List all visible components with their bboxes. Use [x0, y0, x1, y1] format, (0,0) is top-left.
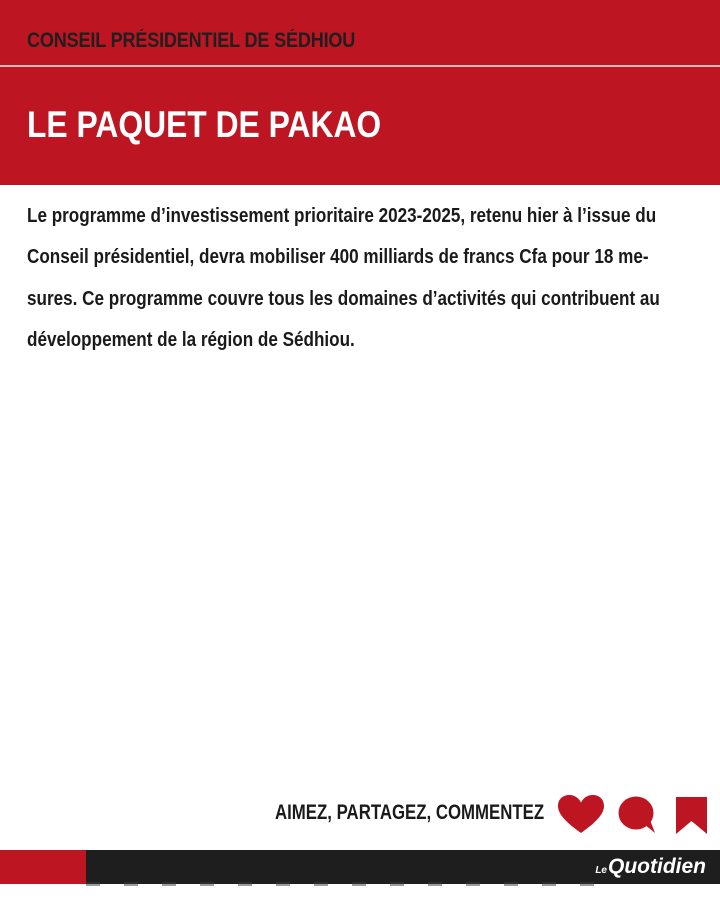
- footer-accent-bar: [0, 850, 86, 884]
- article-line: développement de la région de Sédhiou.: [27, 328, 355, 351]
- publication-logo: [595, 855, 706, 879]
- logo-name: Quotidien: [608, 855, 706, 878]
- headline: LE PAQUET DE PAKAO: [27, 104, 382, 145]
- article-line: Le programme d’investissement prioritaire 2023-2025, retenu hier à l’issue du: [27, 205, 657, 227]
- header-banner: [0, 0, 720, 185]
- logo-prefix: Le: [595, 865, 607, 876]
- bookmark-icon[interactable]: [676, 797, 707, 834]
- article-line: sures. Ce programme couvre tous les domaines d’activités qui contribuent au: [27, 287, 660, 310]
- footer-fringe: [86, 882, 606, 886]
- heart-icon[interactable]: [558, 795, 604, 835]
- article-line: Conseil présidentiel, devra mobiliser 400 milliards de francs Cfa pour 18 me-: [27, 246, 649, 269]
- article-body: [27, 196, 694, 361]
- call-to-action: AIMEZ, PARTAGEZ, COMMENTEZ: [275, 801, 545, 824]
- header-divider: [0, 65, 720, 67]
- section-kicker: CONSEIL PRÉSIDENTIEL DE SÉDHIOU: [27, 29, 356, 52]
- comment-icon[interactable]: [617, 796, 657, 834]
